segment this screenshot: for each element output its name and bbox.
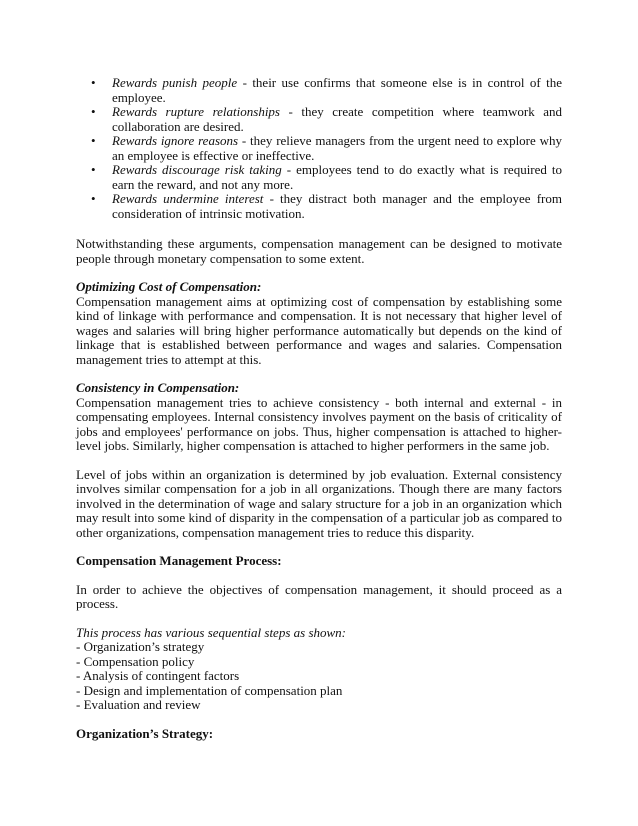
bullet-icon: • xyxy=(91,133,96,148)
bullet-term: Rewards rupture relationships xyxy=(112,104,280,119)
bullet-text: - they distract both manager and the employee from consideration of intrinsic motivation. xyxy=(112,191,562,221)
bullet-term: Rewards discourage risk taking xyxy=(112,162,282,177)
section-heading-optimizing: Optimizing Cost of Compensation: xyxy=(76,279,262,294)
list-item: - Design and implementation of compensation plan xyxy=(76,682,343,698)
bullet-term: Rewards punish people xyxy=(112,75,238,90)
list-item xyxy=(76,134,562,163)
bullet-icon: • xyxy=(91,75,96,90)
bullet-icon: • xyxy=(91,104,96,119)
bullet-text: - employees tend to do exactly what is required to earn the reward, and not any more. xyxy=(112,162,563,192)
list-item xyxy=(76,76,562,105)
section-heading-consistency: Consistency in Compensation: xyxy=(76,380,240,395)
optimizing-body: Compensation management aims at optimizing cost of compensation by establishing some kind of linkage with performance and compensation. It is not necessary that higher level of wages and salaries will bring higher performance automatically but depends on the kind of linkage that is established between performance and wages and salaries. Compensation management tries to attempt at this. xyxy=(76,293,562,367)
bullet-text: - they relieve managers from the urgent need to explore why an employee is effective or ineffective. xyxy=(112,133,562,163)
list-item xyxy=(76,192,562,221)
bullet-term: Rewards ignore reasons xyxy=(112,133,239,148)
consistency-body: Compensation management tries to achieve consistency - both internal and external - in compensating employees. Internal consistency involves payment on the basis of criticality of jobs and employees' performance on jobs. Thus, higher compensation is attached to higher-level jobs. Similarly, higher compensation is attached to higher performers in the same job. xyxy=(76,394,562,453)
steps-intro: This process has various sequential steps as shown: xyxy=(76,624,346,640)
consistency-paragraph-2: Level of jobs within an organization is determined by job evaluation. External consistency involves similar compensation for a job in all organizations. Though there are many factors involved in the determination of wage and salary structure for a job in an organization which may result into some kind of disparity in the compensation of a particular job as compared to other organizations, compensation management tries to reduce this disparity. xyxy=(76,466,562,540)
list-item xyxy=(76,163,562,192)
optimizing-section xyxy=(76,280,562,367)
notwithstanding-paragraph: Notwithstanding these arguments, compensation management can be designed to motivate people through monetary compensation to some extent. xyxy=(76,236,562,266)
section-heading-process: Compensation Management Process: xyxy=(76,553,282,568)
list-item: - Compensation policy xyxy=(76,653,195,669)
rewards-bullet-list xyxy=(76,76,562,221)
bullet-text: - they create competition where teamwork and collaboration are desired. xyxy=(112,104,562,134)
bullet-term: Rewards undermine interest xyxy=(112,191,264,206)
bullet-text: - their use confirms that someone else is in control of the employee. xyxy=(112,75,562,105)
consistency-section xyxy=(76,381,562,454)
process-steps xyxy=(76,626,562,713)
list-item: - Analysis of contingent factors xyxy=(76,668,240,683)
bullet-icon: • xyxy=(91,191,96,206)
list-item xyxy=(76,105,562,134)
process-intro: In order to achieve the objectives of compensation management, it should proceed as a process. xyxy=(76,581,562,611)
section-heading-strategy: Organization’s Strategy: xyxy=(76,725,214,741)
bullet-icon: • xyxy=(91,162,96,177)
list-item: - Organization’s strategy xyxy=(76,639,205,654)
list-item: - Evaluation and review xyxy=(76,697,201,712)
